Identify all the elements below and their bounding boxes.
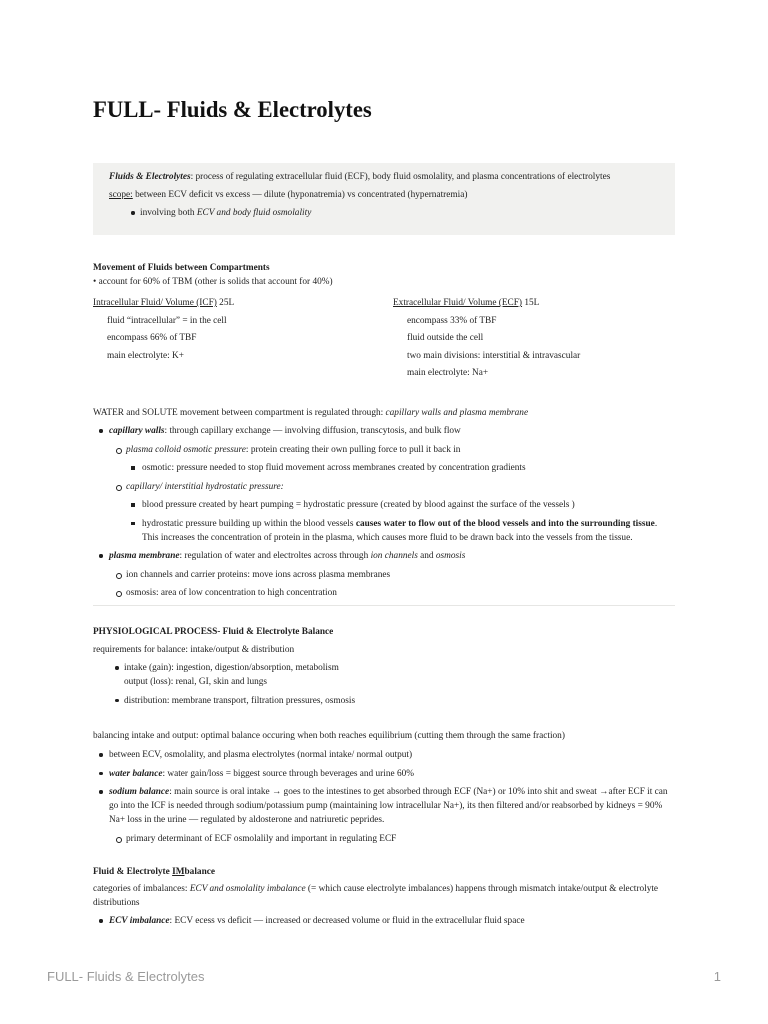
hydrostatic-sublist bbox=[126, 498, 672, 545]
ecv-imbalance-text: : ECV ecess vs deficit — increased or decreased volume or fluid in the extracellular fluid space bbox=[169, 916, 525, 926]
list-item bbox=[93, 424, 672, 545]
membrane-emphasis: ion channels bbox=[370, 551, 418, 561]
page-footer bbox=[47, 969, 721, 985]
membrane-conjunction: and bbox=[417, 551, 436, 561]
callout-bullet-text: involving both bbox=[140, 208, 197, 218]
water-balance-term: water balance bbox=[109, 768, 163, 779]
list-item bbox=[93, 785, 672, 846]
list-item-text bbox=[93, 767, 672, 781]
capillary-sublist bbox=[109, 443, 672, 545]
colloid-term: plasma colloid osmotic pressure bbox=[126, 444, 246, 455]
blood-pressure-text: blood pressure created by heart pumping = hydrostatic pressure (created by blood against the surface of the vessels ) bbox=[126, 498, 672, 512]
list-item bbox=[93, 661, 672, 689]
list-item-text bbox=[93, 914, 672, 928]
capillary-term: capillary walls bbox=[109, 426, 165, 436]
list-item-text bbox=[93, 549, 672, 563]
capillary-membrane-list bbox=[93, 424, 672, 605]
icf-volume: 25L bbox=[216, 298, 235, 308]
sodium-sublist bbox=[109, 832, 672, 846]
ecf-item: two main divisions: interstitial & intravascular bbox=[407, 350, 581, 361]
callout-bullet-list bbox=[109, 206, 659, 220]
ecv-imbalance-term: ECV imbalance bbox=[109, 916, 170, 926]
list-item-text bbox=[109, 443, 672, 457]
buildup-text: hydrostatic pressure building up within the blood vessels bbox=[142, 518, 356, 529]
scope-text: between ECV deficit vs excess — dilute (hyponatremia) vs concentrated (hypernatremia) bbox=[132, 190, 468, 200]
sodium-sub-text: primary determinant of ECF osmolalily and important in regulating ECF bbox=[109, 832, 672, 846]
membrane-sublist bbox=[109, 568, 672, 601]
list-item bbox=[93, 748, 672, 762]
buildup-rest: . This increases the concentration of protein in the plasma, which causes more fluid to be drawn back into the vessels from the tissue. bbox=[142, 518, 658, 543]
section-heading-imbalance bbox=[93, 865, 672, 879]
list-item bbox=[93, 549, 672, 600]
osmotic-text: osmotic: pressure needed to stop fluid movement across membranes created by concentration gradients bbox=[126, 461, 672, 475]
intake-text: intake (gain): ingestion, digestion/absorption, metabolism bbox=[124, 663, 339, 673]
list-item bbox=[109, 832, 672, 846]
heading-underlined: IM bbox=[172, 867, 185, 877]
list-item bbox=[93, 767, 672, 781]
icf-label: Intracellular Fluid/ Volume (ICF) bbox=[93, 298, 217, 308]
list-item bbox=[126, 461, 672, 475]
ecf-item: encompass 33% of TBF bbox=[407, 315, 497, 326]
ecf-heading bbox=[393, 296, 672, 310]
list-item bbox=[126, 517, 672, 545]
list-item bbox=[109, 443, 672, 476]
ecf-column bbox=[393, 296, 672, 384]
icf-column bbox=[93, 296, 383, 366]
page-number: 1 bbox=[713, 969, 721, 984]
section-heading-physiology: PHYSIOLOGICAL PROCESS- Fluid & Electrolyte Balance bbox=[93, 627, 334, 637]
output-text: output (loss): renal, GI, skin and lungs bbox=[124, 677, 268, 687]
page-title: FULL- Fluids & Electrolytes bbox=[93, 97, 372, 122]
ecf-item: main electrolyte: Na+ bbox=[407, 368, 489, 379]
ecf-volume: 15L bbox=[522, 298, 540, 308]
membrane-text: : regulation of water and electroltes across through bbox=[179, 551, 371, 561]
regulation-emphasis: capillary walls and plasma membrane bbox=[385, 408, 529, 418]
sodium-balance-text: : main source is oral intake → goes to the intestines to get absorbed through ECF (Na+) or 10% into shit and sweat →after ECF it can go into the ICF is needed through sodium/potassium pump (maintaining low intracellular Na+), its then filtered and/or reabsorbed by kidneys = 90% Na+ loss in the urine — regulated by aldosterone and natriuretic peprides. bbox=[109, 787, 668, 825]
movement-intro bbox=[93, 261, 672, 289]
ecf-item: fluid outside the cell bbox=[407, 333, 484, 344]
sodium-balance-term: sodium balance bbox=[109, 787, 170, 797]
buildup-strong: causes water to flow out of the blood vessels and into the surrounding tissue bbox=[355, 518, 655, 529]
categories-rest: (= which cause electrolyte imbalances) happens through mismatch intake/output & electrolyte distributions bbox=[93, 884, 659, 908]
icf-heading bbox=[93, 296, 383, 310]
list-item-text bbox=[109, 206, 659, 220]
list-item bbox=[93, 914, 672, 928]
categories-emphasis: ECV and osmolality imbalance bbox=[189, 884, 306, 894]
categories-text: categories of imbalances: bbox=[93, 884, 190, 894]
regulation-text: WATER and SOLUTE movement between compartment is regulated through: bbox=[93, 408, 386, 418]
definition-text: : process of regulating extracellular fluid (ECF), body fluid osmolality, and plasma concentrations of electrolytes bbox=[190, 172, 611, 182]
osmosis-text: osmosis: area of low concentration to high concentration bbox=[109, 586, 672, 600]
scope-label: scope: bbox=[109, 190, 133, 200]
membrane-emphasis: osmosis bbox=[435, 551, 466, 561]
regulation-paragraph bbox=[93, 406, 672, 420]
definition-callout bbox=[93, 163, 675, 235]
list-item bbox=[109, 206, 659, 220]
colloid-sublist bbox=[126, 461, 672, 475]
section-heading-movement: Movement of Fluids between Compartments bbox=[93, 263, 270, 273]
icf-item: main electrolyte: K+ bbox=[107, 350, 185, 361]
movement-note: • account for 60% of TBM (other is solids that account for 40%) bbox=[93, 277, 333, 287]
list-item-text bbox=[93, 424, 672, 438]
requirements-list bbox=[93, 661, 672, 712]
scope-line bbox=[109, 188, 659, 202]
list-item bbox=[109, 586, 672, 600]
list-item-text bbox=[93, 785, 672, 827]
distribution-text: distribution: membrane transport, filtration pressures, osmosis bbox=[93, 694, 672, 708]
definition-term: Fluids & Electrolytes bbox=[109, 172, 191, 182]
list-item-text bbox=[93, 661, 672, 689]
heading-suffix: balance bbox=[184, 867, 215, 877]
list-item bbox=[93, 694, 672, 708]
list-item bbox=[126, 498, 672, 512]
imbalance-list bbox=[93, 914, 672, 933]
heading-prefix: Fluid & Electrolyte bbox=[93, 867, 173, 877]
footer-title: FULL- Fluids & Electrolytes bbox=[47, 969, 205, 984]
list-item-text bbox=[126, 517, 672, 545]
list-item bbox=[109, 480, 672, 545]
definition-line bbox=[109, 170, 659, 184]
between-text: between ECV, osmolality, and plasma electrolytes (normal intake/ normal output) bbox=[93, 748, 672, 762]
capillary-text: : through capillary exchange — involving diffusion, transcytosis, and bulk flow bbox=[164, 426, 461, 436]
icf-item: fluid “intracellular” = in the cell bbox=[107, 315, 227, 326]
ecf-label: Extracellular Fluid/ Volume (ECF) bbox=[393, 298, 523, 308]
ion-channels-text: ion channels and carrier proteins: move ions across plasma membranes bbox=[109, 568, 672, 582]
section-divider bbox=[93, 605, 675, 606]
categories-paragraph bbox=[93, 882, 672, 910]
colloid-text: : protein creating their own pulling force to pull it back in bbox=[245, 444, 461, 455]
list-item bbox=[109, 568, 672, 582]
water-balance-text: : water gain/loss = biggest source through beverages and urine 60% bbox=[162, 768, 414, 779]
icf-item: encompass 66% of TBF bbox=[107, 333, 197, 344]
requirements-text: requirements for balance: intake/output & distribution bbox=[93, 645, 295, 655]
hydrostatic-term: capillary/ interstitial hydrostatic pressure: bbox=[109, 480, 672, 494]
membrane-term: plasma membrane bbox=[109, 551, 180, 561]
balance-list bbox=[93, 748, 672, 850]
balancing-paragraph: balancing intake and output: optimal balance occuring when both reaches equilibrium (cutting them through the same fraction) bbox=[93, 731, 565, 741]
callout-bullet-emphasis: ECV and body fluid osmolality bbox=[196, 208, 312, 218]
